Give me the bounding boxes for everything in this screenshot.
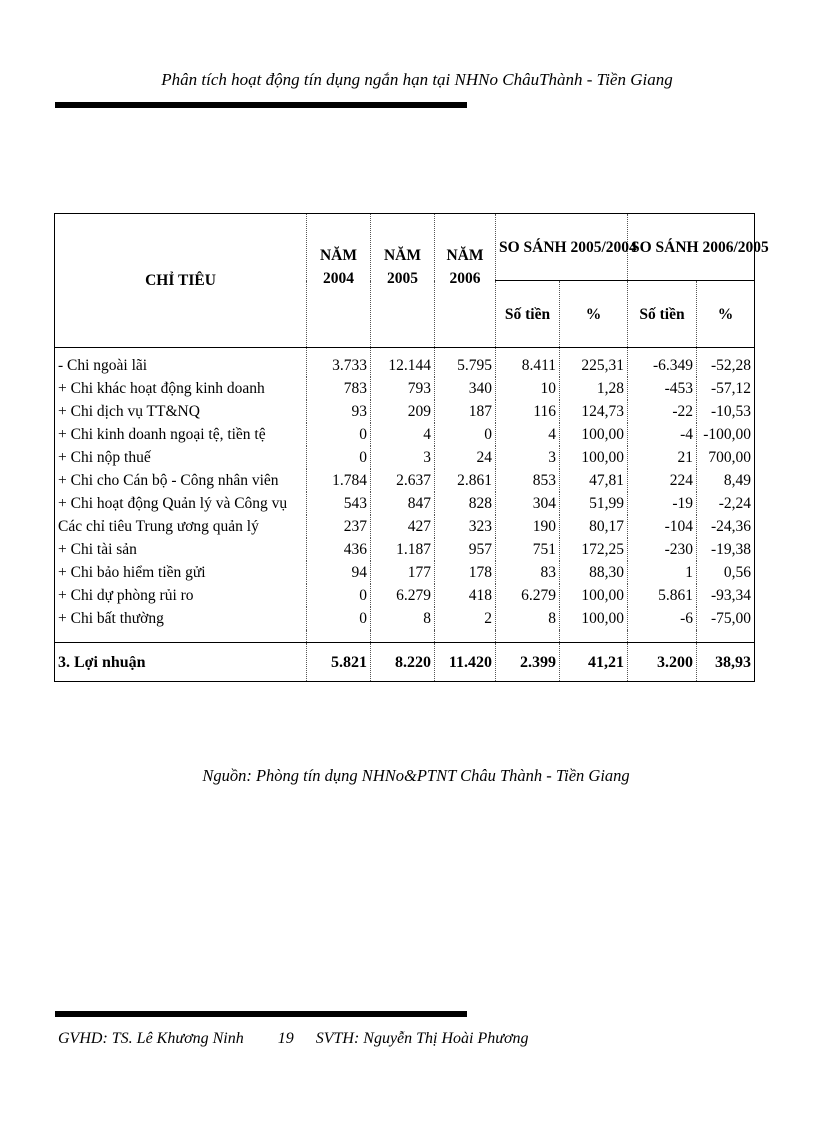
amount-2006-2005: 21: [628, 446, 697, 469]
value-2004: 3.733: [307, 348, 371, 378]
pct-2006-2005: 8,49: [697, 469, 755, 492]
value-2005: 793: [371, 377, 435, 400]
row-label: - Chi ngoài lãi: [55, 348, 307, 378]
spacer-cell: [371, 630, 435, 643]
value-2005: 6.279: [371, 584, 435, 607]
spacer-row: [55, 630, 755, 643]
spacer-cell: [560, 630, 628, 643]
pct-2006-2005: -2,24: [697, 492, 755, 515]
amount-2006-2005: 5.861: [628, 584, 697, 607]
spacer-cell: [697, 630, 755, 643]
pct-2006-2005: 700,00: [697, 446, 755, 469]
value-2004: 1.784: [307, 469, 371, 492]
header-pct-1: %: [560, 281, 628, 348]
value-2006: 0: [435, 423, 496, 446]
header-year-2005: NĂM 2005: [371, 214, 435, 348]
table-row: [55, 515, 755, 538]
pct-2005-2004: 80,17: [560, 515, 628, 538]
value-2004: 0: [307, 607, 371, 630]
pct-2005-2004: 51,99: [560, 492, 628, 515]
amount-2006-2005: -4: [628, 423, 697, 446]
source-note: Nguồn: Phòng tín dụng NHNo&PTNT Châu Thành - Tiền Giang: [202, 766, 630, 785]
pct-2006-2005: -75,00: [697, 607, 755, 630]
header-year-2006: NĂM 2006: [435, 214, 496, 348]
value-2004: 94: [307, 561, 371, 584]
value-2006: 323: [435, 515, 496, 538]
row-label: + Chi dịch vụ TT&NQ: [55, 400, 307, 423]
header-pct-2: %: [697, 281, 755, 348]
value-2006: 5.795: [435, 348, 496, 378]
header-rule: [55, 102, 467, 108]
table-row: [55, 423, 755, 446]
value-2006: 178: [435, 561, 496, 584]
value-2004: 0: [307, 423, 371, 446]
row-label: + Chi dự phòng rủi ro: [55, 584, 307, 607]
amount-2006-2005: 1: [628, 561, 697, 584]
amount-2005-2004: 304: [496, 492, 560, 515]
header-amount-2: Số tiền: [628, 281, 697, 348]
value-2005: 177: [371, 561, 435, 584]
table-row: [55, 538, 755, 561]
amount-2005-2004: 853: [496, 469, 560, 492]
footer-student: SVTH: Nguyễn Thị Hoài Phương: [315, 1030, 529, 1047]
amount-2005-2004: 751: [496, 538, 560, 561]
page-footer: [58, 1030, 529, 1048]
spacer-cell: [55, 630, 307, 643]
amount-2006-2005: 3.200: [628, 643, 697, 682]
pct-2005-2004: 88,30: [560, 561, 628, 584]
amount-2006-2005: -230: [628, 538, 697, 561]
pct-2005-2004: 1,28: [560, 377, 628, 400]
spacer-cell: [628, 630, 697, 643]
amount-2005-2004: 10: [496, 377, 560, 400]
table-row: [55, 607, 755, 630]
footer-advisor: GVHD: TS. Lê Khương Ninh: [58, 1030, 244, 1047]
value-2005: 847: [371, 492, 435, 515]
amount-2006-2005: -19: [628, 492, 697, 515]
amount-2006-2005: 224: [628, 469, 697, 492]
row-label: + Chi cho Cán bộ - Công nhân viên: [55, 469, 307, 492]
row-label: + Chi nộp thuế: [55, 446, 307, 469]
value-2005: 427: [371, 515, 435, 538]
amount-2005-2004: 4: [496, 423, 560, 446]
table-row: [55, 446, 755, 469]
amount-2005-2004: 3: [496, 446, 560, 469]
footer-page-number: 19: [277, 1030, 294, 1047]
expense-table: [54, 213, 769, 682]
amount-2006-2005: -6: [628, 607, 697, 630]
table-row: [55, 584, 755, 607]
header-compare-2005-2004: SO SÁNH 2005/2004: [496, 214, 628, 281]
pct-2006-2005: 0,56: [697, 561, 755, 584]
amount-2005-2004: 83: [496, 561, 560, 584]
amount-2005-2004: 8: [496, 607, 560, 630]
value-2005: 8: [371, 607, 435, 630]
pct-2006-2005: -10,53: [697, 400, 755, 423]
page-header-title: Phân tích hoạt động tín dụng ngắn hạn tại NHNo ChâuThành - Tiền Giang: [161, 70, 673, 89]
row-label: + Chi khác hoạt động kinh doanh: [55, 377, 307, 400]
spacer-cell: [435, 630, 496, 643]
amount-2006-2005: -453: [628, 377, 697, 400]
value-2006: 24: [435, 446, 496, 469]
footer-rule: [55, 1011, 467, 1017]
total-row: [55, 643, 755, 682]
header-amount-1: Số tiền: [496, 281, 560, 348]
value-2006: 2.861: [435, 469, 496, 492]
spacer-cell: [496, 630, 560, 643]
amount-2005-2004: 6.279: [496, 584, 560, 607]
spacer-cell: [307, 630, 371, 643]
header-indicator: CHỈ TIÊU: [55, 214, 307, 348]
value-2006: 957: [435, 538, 496, 561]
pct-2005-2004: 100,00: [560, 607, 628, 630]
value-2006: 187: [435, 400, 496, 423]
amount-2006-2005: -6.349: [628, 348, 697, 378]
value-2006: 2: [435, 607, 496, 630]
value-2006: 340: [435, 377, 496, 400]
row-label: + Chi bảo hiểm tiền gửi: [55, 561, 307, 584]
value-2005: 12.144: [371, 348, 435, 378]
row-label: + Chi tài sản: [55, 538, 307, 561]
pct-2006-2005: -57,12: [697, 377, 755, 400]
value-2004: 93: [307, 400, 371, 423]
value-2005: 1.187: [371, 538, 435, 561]
table-row: [55, 348, 755, 378]
pct-2005-2004: 47,81: [560, 469, 628, 492]
value-2004: 0: [307, 584, 371, 607]
pct-2005-2004: 41,21: [560, 643, 628, 682]
row-label: + Chi hoạt động Quản lý và Công vụ: [55, 492, 307, 515]
row-label: + Chi bất thường: [55, 607, 307, 630]
amount-2006-2005: -104: [628, 515, 697, 538]
value-2005: 209: [371, 400, 435, 423]
value-2005: 4: [371, 423, 435, 446]
value-2004: 0: [307, 446, 371, 469]
value-2005: 3: [371, 446, 435, 469]
pct-2006-2005: -93,34: [697, 584, 755, 607]
value-2006: 11.420: [435, 643, 496, 682]
pct-2006-2005: 38,93: [697, 643, 755, 682]
value-2004: 237: [307, 515, 371, 538]
row-label: 3. Lợi nhuận: [55, 643, 307, 682]
value-2004: 436: [307, 538, 371, 561]
pct-2005-2004: 100,00: [560, 446, 628, 469]
table-row: [55, 561, 755, 584]
amount-2005-2004: 2.399: [496, 643, 560, 682]
pct-2005-2004: 172,25: [560, 538, 628, 561]
amount-2006-2005: -22: [628, 400, 697, 423]
amount-2005-2004: 8.411: [496, 348, 560, 378]
row-label: + Chi kinh doanh ngoại tệ, tiền tệ: [55, 423, 307, 446]
value-2004: 5.821: [307, 643, 371, 682]
amount-2005-2004: 116: [496, 400, 560, 423]
table-row: [55, 377, 755, 400]
table-row: [55, 492, 755, 515]
pct-2005-2004: 124,73: [560, 400, 628, 423]
table-row: [55, 469, 755, 492]
value-2005: 8.220: [371, 643, 435, 682]
header-year-2004: NĂM 2004: [307, 214, 371, 348]
value-2006: 828: [435, 492, 496, 515]
amount-2005-2004: 190: [496, 515, 560, 538]
value-2004: 543: [307, 492, 371, 515]
value-2005: 2.637: [371, 469, 435, 492]
pct-2005-2004: 100,00: [560, 584, 628, 607]
pct-2006-2005: -52,28: [697, 348, 755, 378]
row-label: Các chỉ tiêu Trung ương quản lý: [55, 515, 307, 538]
value-2006: 418: [435, 584, 496, 607]
pct-2006-2005: -24,36: [697, 515, 755, 538]
pct-2005-2004: 100,00: [560, 423, 628, 446]
value-2004: 783: [307, 377, 371, 400]
table-row: [55, 400, 755, 423]
pct-2005-2004: 225,31: [560, 348, 628, 378]
pct-2006-2005: -19,38: [697, 538, 755, 561]
header-compare-2006-2005: SO SÁNH 2006/2005: [628, 214, 755, 281]
pct-2006-2005: -100,00: [697, 423, 755, 446]
